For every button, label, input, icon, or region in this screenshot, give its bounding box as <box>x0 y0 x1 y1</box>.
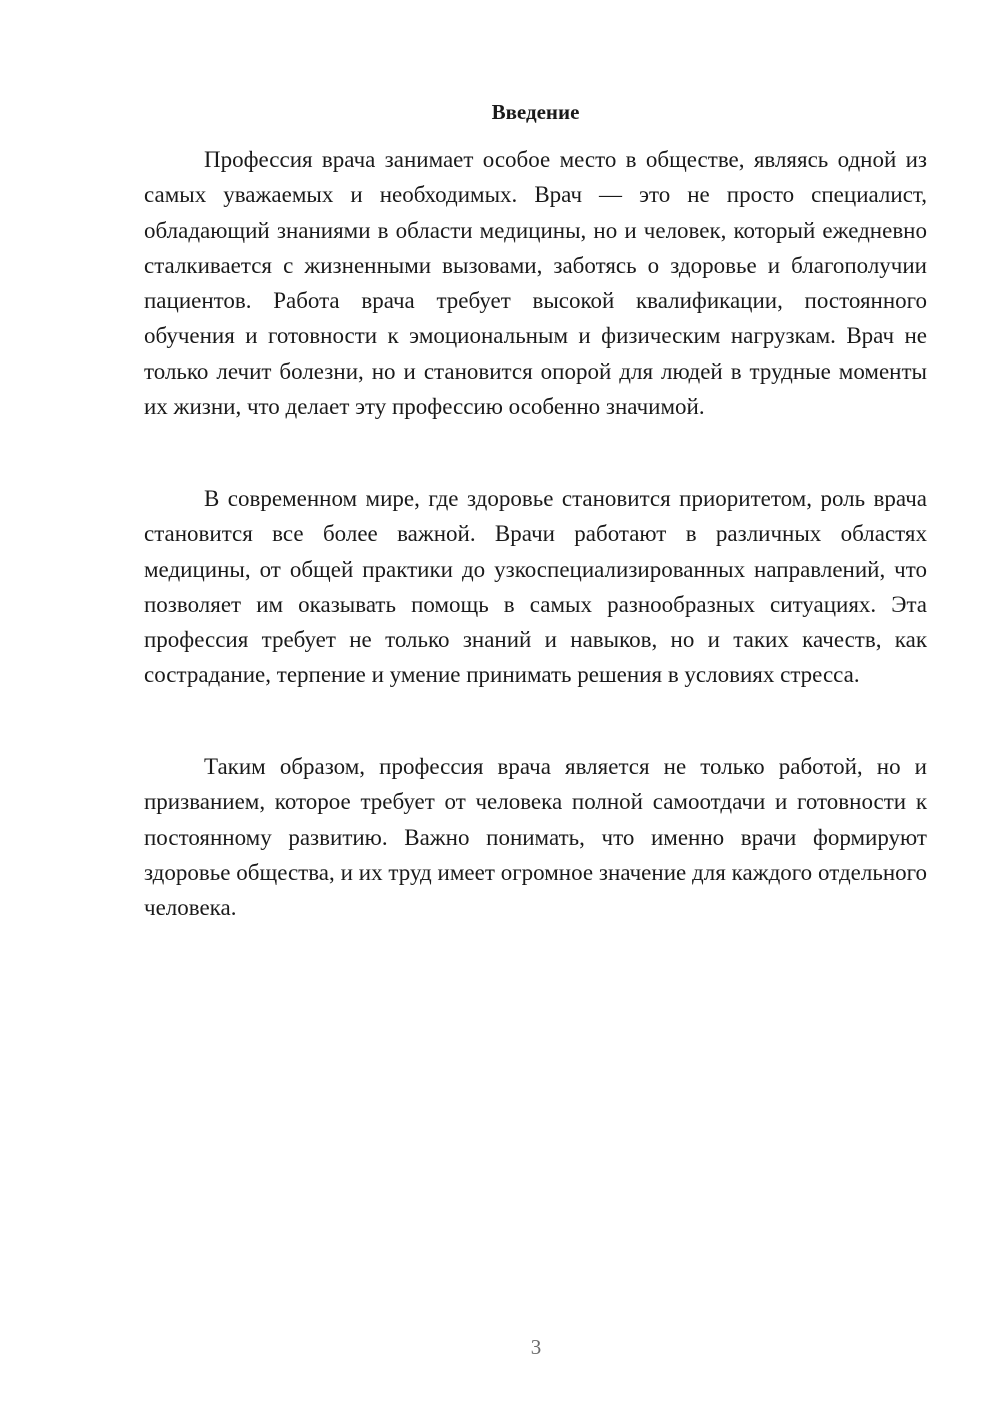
page-number: 3 <box>530 1335 542 1359</box>
paragraph-1: Профессия врача занимает особое место в обществе, являясь одной из самых уважаемых и необходимых. Врач — это не просто специалист, обладающий знаниями в области медицины, но и человек, который ежедневно сталкивается с жизненными вызовами, заботясь о здоровье и благополучии пациентов. Работа врача требует высокой квалификации, постоянного обучения и готовности к эмоциональным и физическим нагрузкам. Врач не только лечит болезни, но и становится опорой для людей в трудные моменты их жизни, что делает эту профессию особенно значимой. <box>144 147 927 420</box>
paragraph-3: Таким образом, профессия врача является не только работой, но и призванием, которое требует от человека полной самоотдачи и готовности к постоянному развитию. Важно понимать, что именно врачи формируют здоровье общества, и их труд имеет огромное значение для каждого отдельного человека. <box>144 754 927 921</box>
paragraph-2: В современном мире, где здоровье становится приоритетом, роль врача становится все более важной. Врачи работают в различных областях медицины, от общей практики до узкоспециализированных направлений, что позволяет им оказывать помощь в самых разнообразных ситуациях. Эта профессия требует не только знаний и навыков, но и таких качеств, как сострадание, терпение и умение принимать решения в условиях стресса. <box>144 486 927 688</box>
section-heading: Введение <box>491 100 580 124</box>
